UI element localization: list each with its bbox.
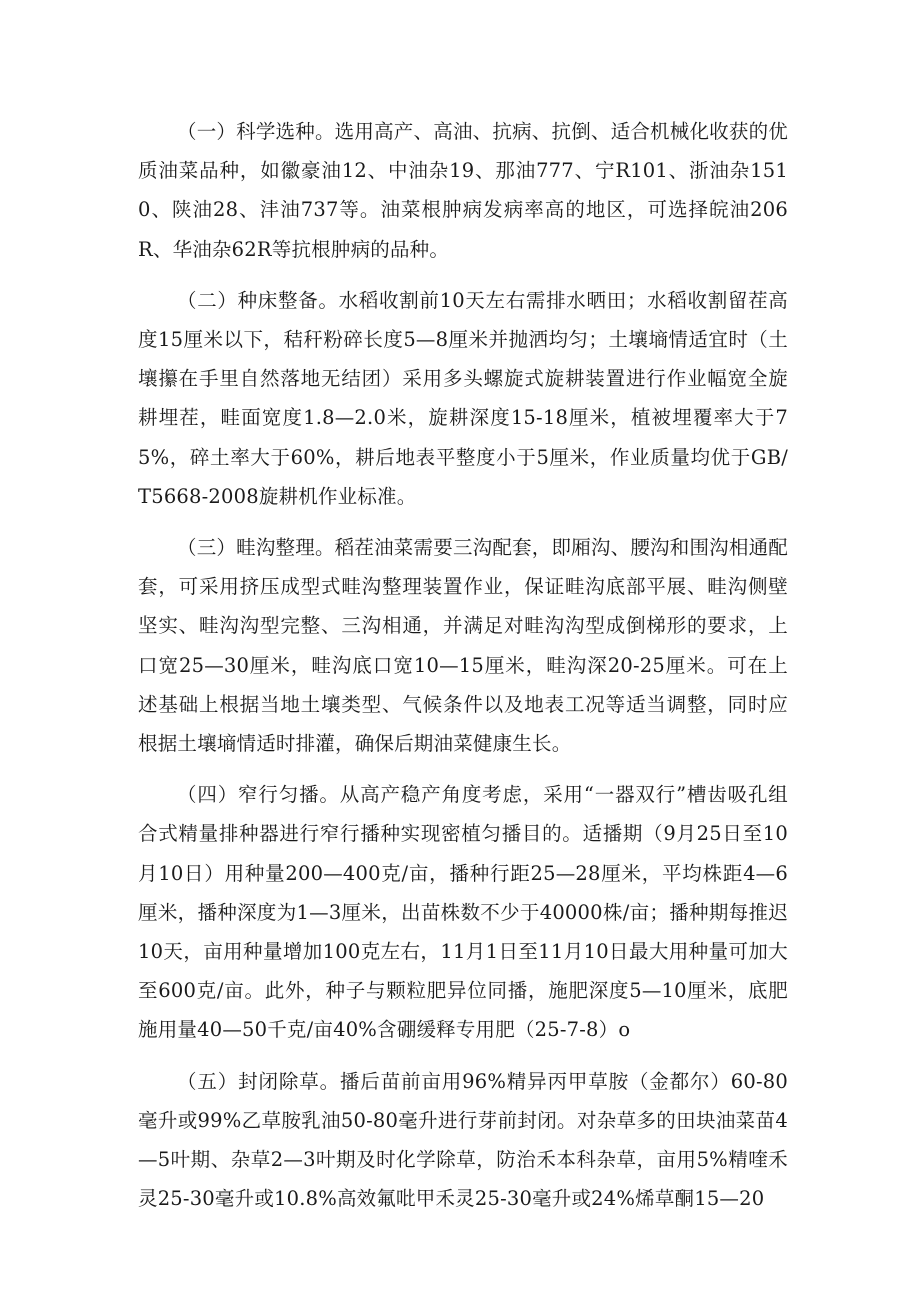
paragraph-furrow-arrangement: （三）畦沟整理。稻茬油菜需要三沟配套，即厢沟、腰沟和围沟相通配套，可采用挤压成型式畦沟整理装置作业，保证畦沟底部平展、畦沟侧壁坚实、畦沟沟型完整、三沟相通，并满足对畦沟沟型成倒梯形的要求，上口宽25—30厘米，畦沟底口宽10—15厘米，畦沟深20-25厘米。可在上述基础上根据当地土壤类型、气候条件以及地表工况等适当调整，同时应根据土壤墒情适时排灌，确保后期油菜健康生长。 (138, 536, 788, 756)
paragraph-narrow-row-sowing: （四）窄行匀播。从高产稳产角度考虑，采用“一器双行”槽齿吸孔组合式精量排种器进行窄行播种实现密植匀播目的。适播期（9月25日至10月10日）用种量200—400克/亩，播种行距25—28厘米，平均株距4—6厘米，播种深度为1—3厘米，出苗株数不少于40000株/亩；播种期每推迟10天，亩用种量增加100克左右，11月1日至11月10日最大用种量可加大至600克/亩。此外，种子与颗粒肥异位同播，施肥深度5—10厘米，底肥施用量40—50千克/亩40%含硼缓释专用肥（25-7-8）o (138, 783, 788, 1042)
document-body (138, 112, 788, 1218)
paragraph-scientific-seed-selection: （一）科学选种。选用高产、高油、抗病、抗倒、适合机械化收获的优质油菜品种，如徽豪油12、中油杂19、那油777、宁R101、浙油杂1510、陕油28、沣油737等。油菜根肿病发病率高的地区，可选择皖油206R、华油杂62R等抗根肿病的品种。 (138, 120, 788, 261)
paragraph-seedbed-preparation: （二）种床整备。水稻收割前10天左右需排水晒田；水稻收割留茬高度15厘米以下，秸秆粉碎长度5—8厘米并抛洒均匀；土壤墒情适宜时（土壤攥在手里自然落地无结团）采用多头螺旋式旋耕装置进行作业幅宽全旋耕埋茬，畦面宽度1.8—2.0米，旋耕深度15-18厘米，植被埋覆率大于75%，碎土率大于60%，耕后地表平整度小于5厘米，作业质量均优于GB/T5668-2008旋耕机作业标准。 (138, 288, 788, 508)
paragraph-sealing-weeding: （五）封闭除草。播后苗前亩用96%精异丙甲草胺（金都尔）60-80毫升或99%乙草胺乳油50-80毫升进行芽前封闭。对杂草多的田块油菜苗4—5叶期、杂草2—3叶期及时化学除草，防治禾本科杂草，亩用5%精喹禾灵25-30毫升或10.8%高效氟吡甲禾灵25-30毫升或24%烯草酮15—20 (138, 1069, 788, 1211)
